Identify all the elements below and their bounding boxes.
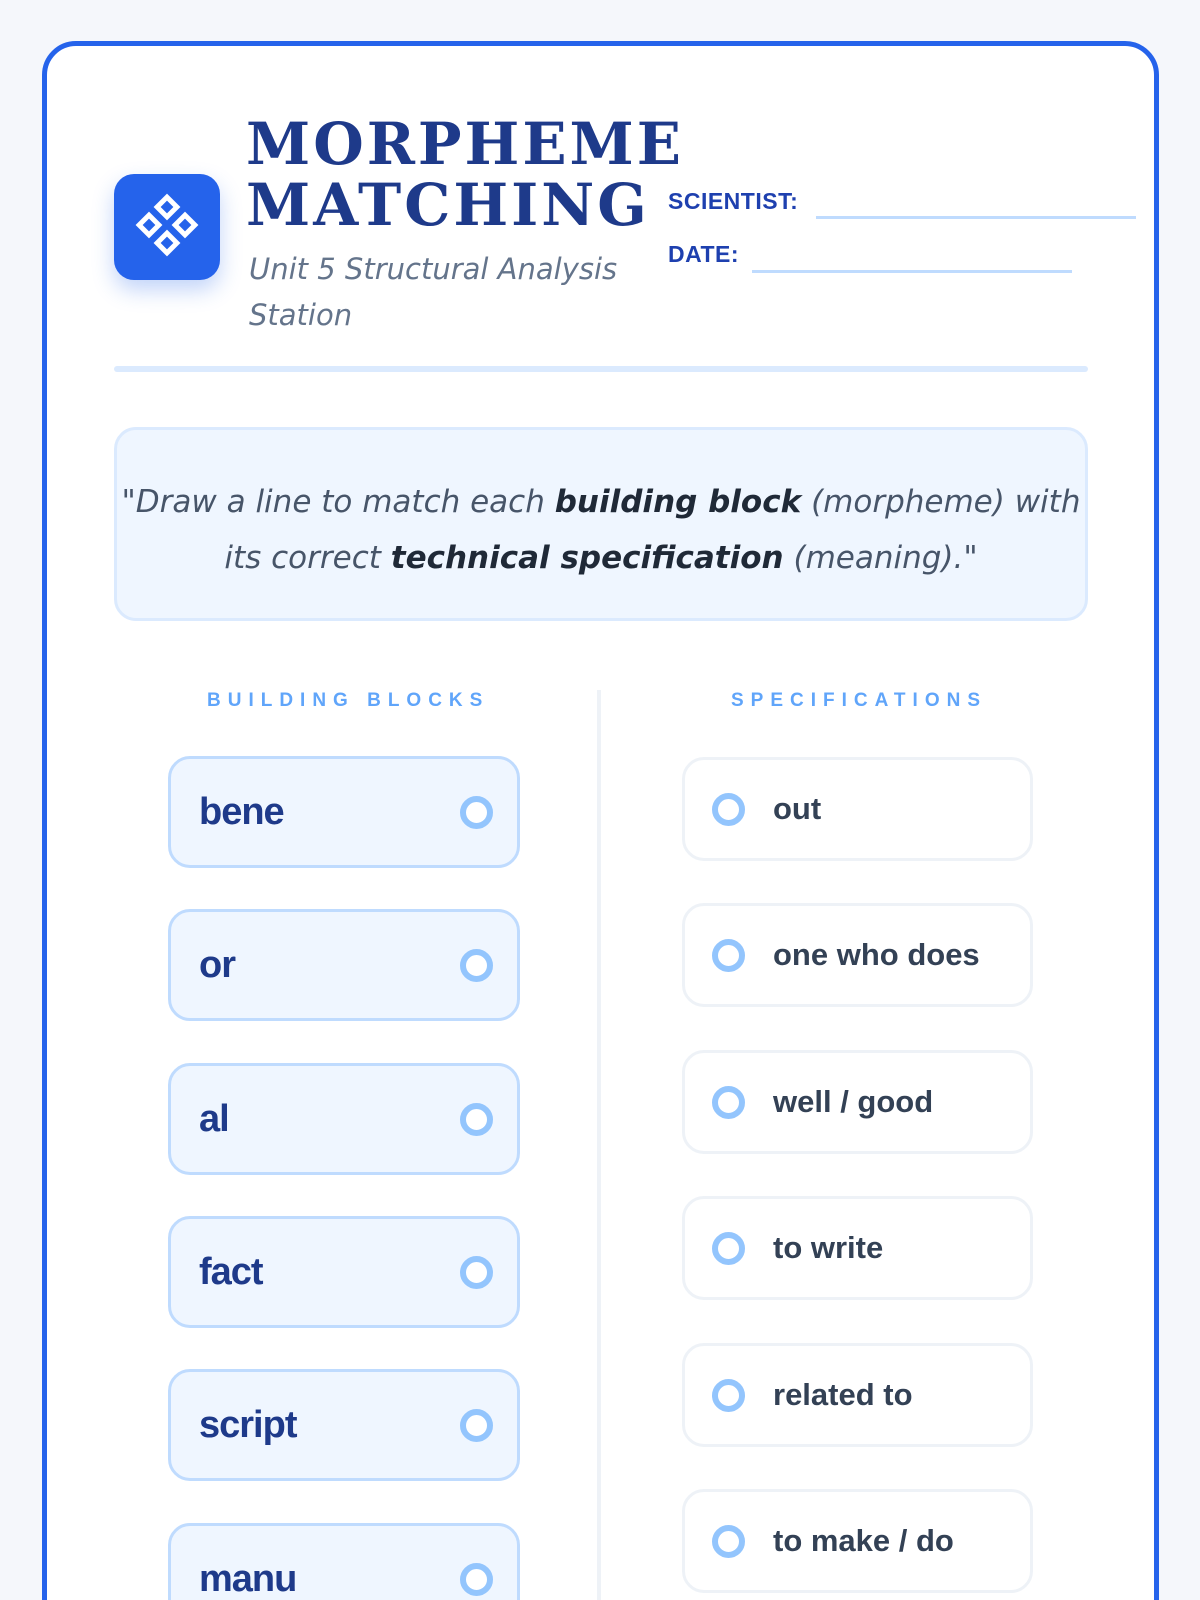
instructions-text-3: (meaning)." bbox=[783, 540, 978, 576]
connector-dot-icon[interactable] bbox=[460, 1103, 493, 1136]
instructions-box bbox=[114, 427, 1088, 621]
page-title: MORPHEME MATCHING bbox=[246, 110, 684, 239]
connector-dot-icon[interactable] bbox=[712, 1379, 745, 1412]
specification-card[interactable] bbox=[682, 903, 1033, 1007]
building-blocks-heading: BUILDING BLOCKS bbox=[207, 690, 490, 711]
building-block-label: fact bbox=[199, 1251, 263, 1293]
building-block-label: bene bbox=[199, 791, 284, 833]
building-block-card[interactable] bbox=[168, 756, 520, 868]
page-subtitle: Unit 5 Structural Analysis Station bbox=[249, 252, 618, 332]
specification-label: related to bbox=[773, 1377, 913, 1412]
logo-badge bbox=[114, 174, 220, 280]
specifications-heading: SPECIFICATIONS bbox=[731, 690, 987, 711]
date-field[interactable] bbox=[752, 270, 1072, 273]
connector-dot-icon[interactable] bbox=[460, 949, 493, 982]
molecule-nodes-icon bbox=[114, 174, 220, 280]
building-block-card[interactable] bbox=[168, 1216, 520, 1328]
instructions-emphasis-1: building block bbox=[554, 484, 802, 520]
connector-dot-icon[interactable] bbox=[712, 1086, 745, 1119]
scientist-name-field[interactable] bbox=[816, 216, 1136, 219]
specification-card[interactable] bbox=[682, 1050, 1033, 1154]
connector-dot-icon[interactable] bbox=[460, 1256, 493, 1289]
specification-label: well / good bbox=[773, 1084, 934, 1119]
building-block-card[interactable] bbox=[168, 1369, 520, 1481]
connector-dot-icon[interactable] bbox=[460, 1409, 493, 1442]
building-block-card[interactable] bbox=[168, 1523, 520, 1600]
instructions-text-2: (morpheme) with its correct bbox=[224, 484, 1081, 576]
specification-card[interactable] bbox=[682, 1196, 1033, 1300]
specification-card[interactable] bbox=[682, 1343, 1033, 1447]
date-label: DATE: bbox=[668, 241, 740, 267]
building-block-label: manu bbox=[199, 1558, 297, 1600]
building-block-label: or bbox=[199, 944, 235, 986]
instructions-emphasis-2: technical specification bbox=[390, 540, 784, 576]
column-divider bbox=[597, 690, 601, 1600]
building-block-label: al bbox=[199, 1098, 229, 1140]
building-block-card[interactable] bbox=[168, 1063, 520, 1175]
connector-dot-icon[interactable] bbox=[460, 1563, 493, 1596]
specification-label: out bbox=[773, 791, 822, 826]
scientist-label: SCIENTIST: bbox=[668, 188, 799, 214]
specification-label: to make / do bbox=[773, 1523, 954, 1558]
building-block-label: script bbox=[199, 1404, 297, 1446]
instructions-text-1: "Draw a line to match each bbox=[121, 484, 555, 520]
connector-dot-icon[interactable] bbox=[712, 1232, 745, 1265]
specification-label: one who does bbox=[773, 937, 980, 972]
specification-card[interactable] bbox=[682, 1489, 1033, 1593]
connector-dot-icon[interactable] bbox=[712, 1525, 745, 1558]
connector-dot-icon[interactable] bbox=[712, 939, 745, 972]
specification-card[interactable] bbox=[682, 757, 1033, 861]
specification-label: to write bbox=[773, 1230, 884, 1265]
connector-dot-icon[interactable] bbox=[460, 796, 493, 829]
connector-dot-icon[interactable] bbox=[712, 793, 745, 826]
header-divider bbox=[114, 366, 1088, 372]
building-block-card[interactable] bbox=[168, 909, 520, 1021]
